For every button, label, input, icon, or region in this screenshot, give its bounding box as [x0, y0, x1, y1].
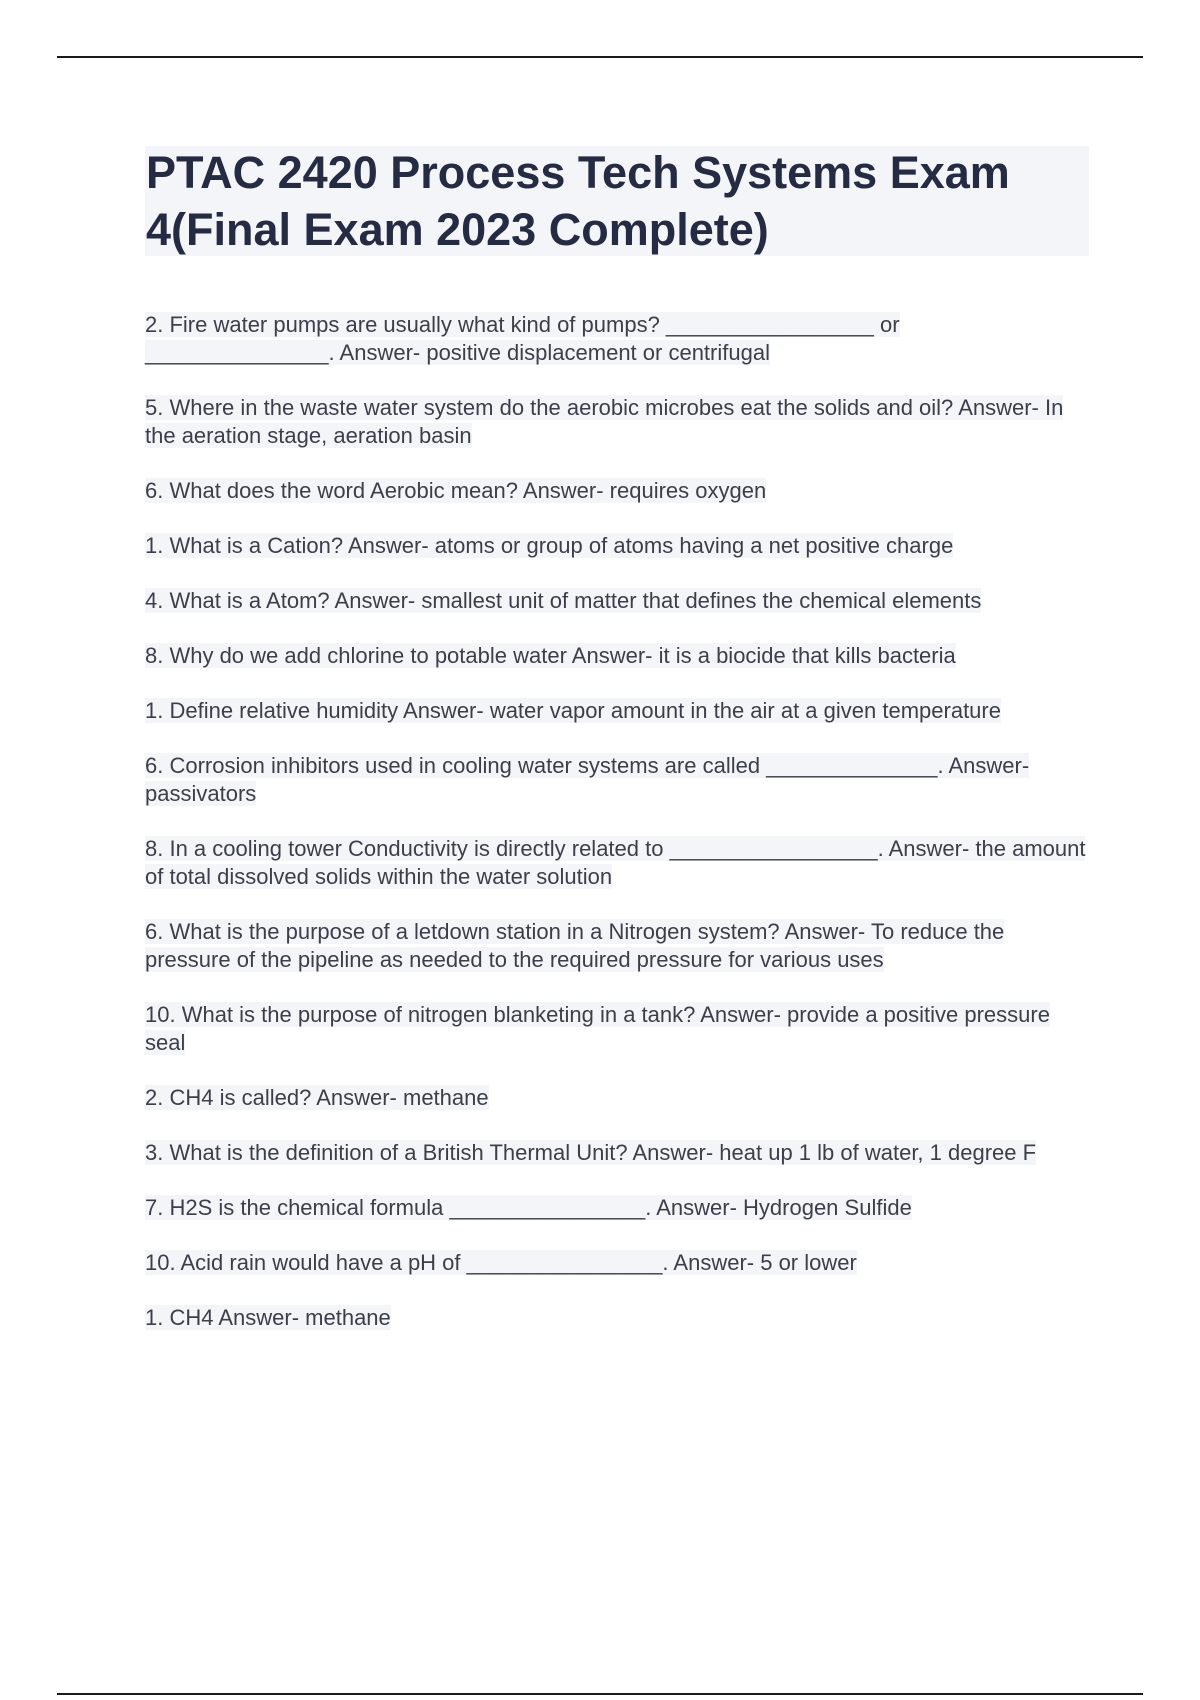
top-rule — [57, 56, 1143, 58]
question-text: 2. CH4 is called? Answer- methane — [145, 1085, 489, 1110]
question-item — [145, 642, 1095, 670]
question-item — [145, 532, 1095, 560]
question-item — [145, 1001, 1095, 1057]
question-item — [145, 1304, 1095, 1332]
question-text: 6. What does the word Aerobic mean? Answer- requires oxygen — [145, 478, 767, 503]
question-item — [145, 477, 1095, 505]
question-text: 6. Corrosion inhibitors used in cooling water systems are called ______________. Answer- passivators — [145, 753, 1030, 806]
question-text: 1. CH4 Answer- methane — [145, 1305, 391, 1330]
question-list — [145, 311, 1095, 1359]
question-text: 10. What is the purpose of nitrogen blanketing in a tank? Answer- provide a positive pressure seal — [145, 1002, 1050, 1055]
question-text: 8. Why do we add chlorine to potable water Answer- it is a biocide that kills bacteria — [145, 643, 956, 668]
question-text: 1. What is a Cation? Answer- atoms or group of atoms having a net positive charge — [145, 533, 954, 558]
question-text: 2. Fire water pumps are usually what kind of pumps? _________________ or _______________. Answer- positive displacement or centrifugal — [145, 312, 900, 365]
question-item — [145, 1139, 1095, 1167]
question-text: 8. In a cooling tower Conductivity is directly related to _________________. Answer- the amount of total dissolved solids within the water solution — [145, 836, 1086, 889]
question-item — [145, 587, 1095, 615]
question-item — [145, 918, 1095, 974]
question-text: 6. What is the purpose of a letdown station in a Nitrogen system? Answer- To reduce the pressure of the pipeline as needed to the required pressure for various uses — [145, 919, 1005, 972]
question-text: 5. Where in the waste water system do the aerobic microbes eat the solids and oil? Answer- In the aeration stage, aeration basin — [145, 395, 1064, 448]
question-text: 1. Define relative humidity Answer- water vapor amount in the air at a given temperature — [145, 698, 1001, 723]
bottom-rule — [57, 1693, 1143, 1695]
question-item — [145, 697, 1095, 725]
question-item — [145, 1084, 1095, 1112]
question-item — [145, 1194, 1095, 1222]
question-item — [145, 752, 1095, 808]
question-item — [145, 835, 1095, 891]
question-item — [145, 394, 1095, 450]
question-text: 3. What is the definition of a British Thermal Unit? Answer- heat up 1 lb of water, 1 degree F — [145, 1140, 1037, 1165]
question-item — [145, 311, 1095, 367]
question-text: 7. H2S is the chemical formula ________________. Answer- Hydrogen Sulfide — [145, 1195, 912, 1220]
question-text: 10. Acid rain would have a pH of ________________. Answer- 5 or lower — [145, 1250, 857, 1275]
document-title: PTAC 2420 Process Tech Systems Exam 4(Final Exam 2023 Complete) — [146, 147, 1010, 255]
question-item — [145, 1249, 1095, 1277]
question-text: 4. What is a Atom? Answer- smallest unit of matter that defines the chemical elements — [145, 588, 982, 613]
